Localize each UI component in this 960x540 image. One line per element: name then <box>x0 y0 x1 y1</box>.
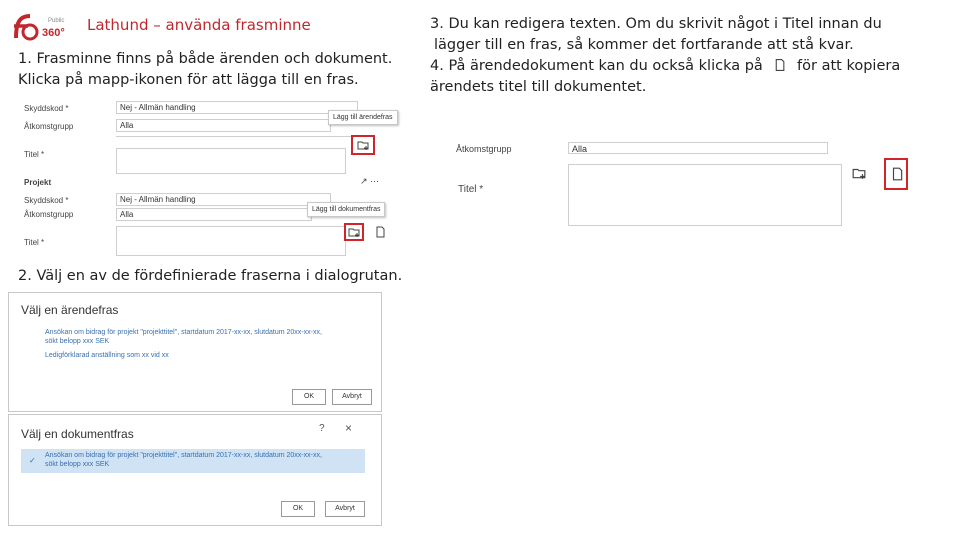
step4-line1a: 4. På ärendedokument kan du också klicka på <box>430 58 763 74</box>
folder-add-icon[interactable] <box>357 139 369 151</box>
link-icon[interactable]: ↗ ⋯ <box>360 176 380 186</box>
step2-text: 2. Välj en av de fördefinierade fraserna i dialogrutan. <box>18 268 403 284</box>
step1-line1: 1. Frasminne finns på både ärenden och dokument. <box>18 51 393 67</box>
atkomstgrupp-field-right[interactable]: Alla <box>568 142 828 154</box>
doc-phrase-tooltip: Lägg till dokumentfras <box>307 202 385 217</box>
public360-logo <box>12 12 74 42</box>
label-atkomstgrupp: Åtkomstgrupp <box>24 122 74 131</box>
titel-field[interactable] <box>116 148 346 174</box>
case-phrase-option-2[interactable]: Ledigförklarad anställning som xx vid xx <box>45 352 169 359</box>
copy-title-icon-inline <box>773 58 786 72</box>
case-phrase-option-1[interactable]: Ansökan om bidrag för projekt "projekttitel", startdatum 2017-xx-xx, slutdatum 20xx-xx-xx, <box>45 329 322 336</box>
case-phrase-tooltip: Lägg till ärendefras <box>328 110 398 125</box>
checkmark-icon: ✓ <box>29 456 36 465</box>
document-title: Lathund – använda frasminne <box>87 16 311 34</box>
help-icon[interactable]: ? <box>319 423 325 434</box>
svg-text:Public: Public <box>48 18 65 24</box>
step3-line1: 3. Du kan redigera texten. Om du skrivit något i Titel innan du <box>430 16 882 32</box>
case-ok-button[interactable]: OK <box>292 389 326 405</box>
copy-title-icon[interactable] <box>374 226 386 238</box>
document-phrase-dialog <box>8 414 382 526</box>
step4-line1b: för att kopiera <box>797 58 901 74</box>
case-phrase-option-1b[interactable]: sökt belopp xxx SEK <box>45 338 110 345</box>
close-icon[interactable]: × <box>345 421 353 435</box>
folder-add-icon-doc[interactable] <box>348 226 360 238</box>
step1-line2: Klicka på mapp-ikonen för att lägga till en fras. <box>18 72 359 88</box>
label-atkomstgrupp-doc: Åtkomstgrupp <box>24 210 74 219</box>
label-skyddskod-doc: Skyddskod * <box>24 196 69 205</box>
case-dialog-title: Välj en ärendefras <box>21 303 119 317</box>
doc-ok-button[interactable]: OK <box>281 501 315 517</box>
folder-add-icon-right[interactable] <box>852 166 866 180</box>
label-titel-right: Titel * <box>458 184 484 195</box>
step3-line2: lägger till en fras, så kommer det fortfarande att stå kvar. <box>434 37 854 53</box>
step3-text <box>430 14 950 98</box>
label-atkomstgrupp-right: Åtkomstgrupp <box>456 144 512 154</box>
doc-dialog-title: Välj en dokumentfras <box>21 427 134 441</box>
atkomstgrupp-field[interactable]: Alla <box>116 119 331 132</box>
skyddskod-field-doc[interactable]: Nej - Allmän handling <box>116 193 331 206</box>
step4-line2: ärendets titel till dokumentet. <box>430 79 647 95</box>
label-projekt: Projekt <box>24 178 52 187</box>
doc-phrase-option-1[interactable]: Ansökan om bidrag för projekt "projekttitel", startdatum 2017-xx-xx, slutdatum 20xx-xx-xx, <box>45 452 322 459</box>
copy-title-icon-right[interactable] <box>890 166 904 182</box>
label-titel-doc: Titel * <box>24 238 45 247</box>
label-skyddskod: Skyddskod * <box>24 104 69 113</box>
svg-text:360°: 360° <box>42 27 65 39</box>
divider <box>116 136 356 139</box>
titel-field-right[interactable] <box>568 164 842 226</box>
case-cancel-button[interactable]: Avbryt <box>332 389 372 405</box>
doc-phrase-option-1b[interactable]: sökt belopp xxx SEK <box>45 461 110 468</box>
titel-field-doc[interactable] <box>116 226 346 256</box>
skyddskod-field[interactable]: Nej - Allmän handling <box>116 101 358 114</box>
case-form-screenshot <box>18 98 398 258</box>
doc-cancel-button[interactable]: Avbryt <box>325 501 365 517</box>
atkomstgrupp-field-doc[interactable]: Alla <box>116 208 312 221</box>
step4-line1 <box>430 56 950 77</box>
step1-text <box>18 49 392 91</box>
label-titel: Titel * <box>24 150 45 159</box>
document-form-screenshot <box>450 140 920 230</box>
case-phrase-dialog <box>8 292 382 412</box>
